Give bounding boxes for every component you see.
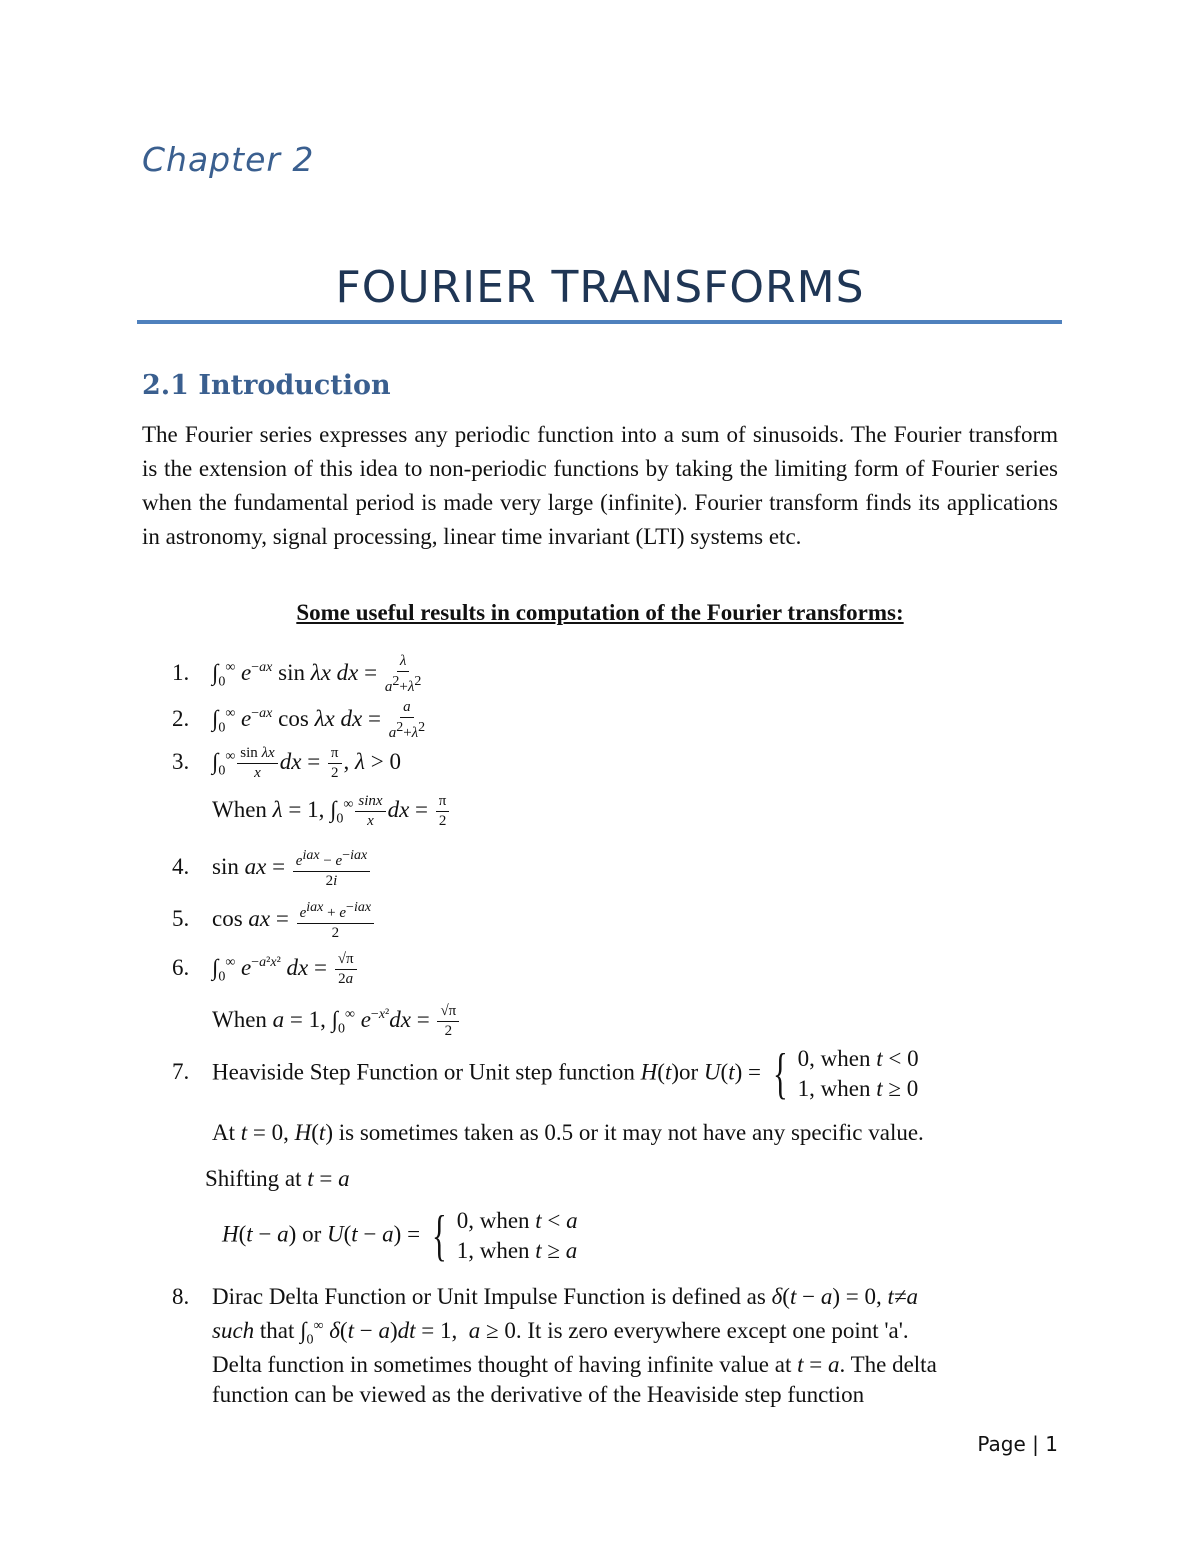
when-label: When — [212, 1006, 267, 1032]
title-rule — [137, 320, 1062, 324]
section-heading: 2.1 Introduction — [142, 370, 391, 401]
result-2: 2. $\int_0^\infty$ $e^{-ax}$ cos λx dx = $\frac{a}{a^2+\lambda^2}$ — [172, 699, 426, 741]
result-6-special: When a = 1, $\int_0^\infty$ $e^{-x^2}dx$ = $\frac{√\pi}{2}$ — [212, 1002, 461, 1041]
result-number: 6. — [172, 954, 190, 980]
result-7: 7. Heaviside Step Function or Unit step function H(t)or U(t) = { 0, when t < 0 1, when t ≥ 0 — [172, 1043, 919, 1105]
when-label: When — [212, 796, 267, 822]
result-number: 2. — [172, 705, 190, 731]
page-title: FOURIER TRANSFORMS — [335, 262, 865, 313]
result-number: 8. — [172, 1284, 190, 1309]
result-7-note: At t = 0, H(t) is sometimes taken as 0.5 or it may not have any specific value. — [212, 1120, 924, 1145]
result-6: 6. $\int_0^\infty$ $e^{-a^2x^2}$ dx = $\frac{√\pi}{2a}$ — [172, 950, 359, 989]
result-3-special: When λ = 1, $\int_0^\infty$ $\frac{\sin x}{x}$ dx = $\frac{\pi}{2}$ — [212, 792, 451, 831]
result-8-line3: Delta function in sometimes thought of having infinite value at t = a. The delta — [212, 1352, 937, 1377]
result-4: 4. sin ax = $\frac{e^{iax} - e^{-iax}}{2i}$ — [172, 846, 372, 891]
result-5: 5. cos ax = $\frac{e^{iax} + e^{-iax}}{2}$ — [172, 898, 376, 943]
result-number: 5. — [172, 905, 190, 931]
intro-paragraph: The Fourier series expresses any periodic function into a sum of sinusoids. The Fourier transform is the extension of this idea to non-periodic functions by taking the limiting form of Fourier series when the fundamental period is made very large (infinite). Fourier transform finds its applications in astronomy, signal processing, linear time invariant (LTI) systems etc. — [142, 422, 1058, 549]
result-number: 3. — [172, 748, 190, 774]
shifted-heaviside: H(t − a) or U(t − a) = { 0, when t < a 1, when t ≥ a — [222, 1205, 578, 1267]
shift-line: Shifting at t = a — [205, 1166, 350, 1191]
heaviside-text: Heaviside Step Function or Unit step function — [212, 1059, 635, 1085]
results-heading: Some useful results in computation of the Fourier transforms: — [296, 600, 904, 625]
result-number: 4. — [172, 853, 190, 879]
result-1: 1. $\int_0^\infty$ $e^{-ax}$ sin λx dx = $\frac{\lambda}{a^2+\lambda^2}$ — [172, 653, 422, 695]
result-number: 1. — [172, 659, 190, 685]
heaviside-cases: { 0, when t < 0 1, when t ≥ 0 — [772, 1043, 919, 1105]
result-3: 3. $\int_0^\infty$ $\frac{\text{sin λx}}{x}$ dx = $\frac{\pi}{2}$ , λ > 0 — [172, 745, 401, 781]
chapter-label: Chapter 2 — [142, 140, 315, 179]
result-8: 8. Dirac Delta Function or Unit Impulse Function is defined as δ(t − a) = 0, t≠a — [172, 1284, 918, 1309]
page-number: Page | 1 — [977, 1432, 1058, 1456]
result-8-line2: such that $\int_0^\infty$ δ(t − a)dt = 1, a ≥ 0. It is zero everywhere except one point 'a'. — [212, 1318, 909, 1348]
result-number: 7. — [172, 1059, 190, 1085]
shifted-cases: { 0, when t < a 1, when t ≥ a — [431, 1205, 578, 1267]
result-8-line4: function can be viewed as the derivative of the Heaviside step function — [212, 1382, 865, 1407]
